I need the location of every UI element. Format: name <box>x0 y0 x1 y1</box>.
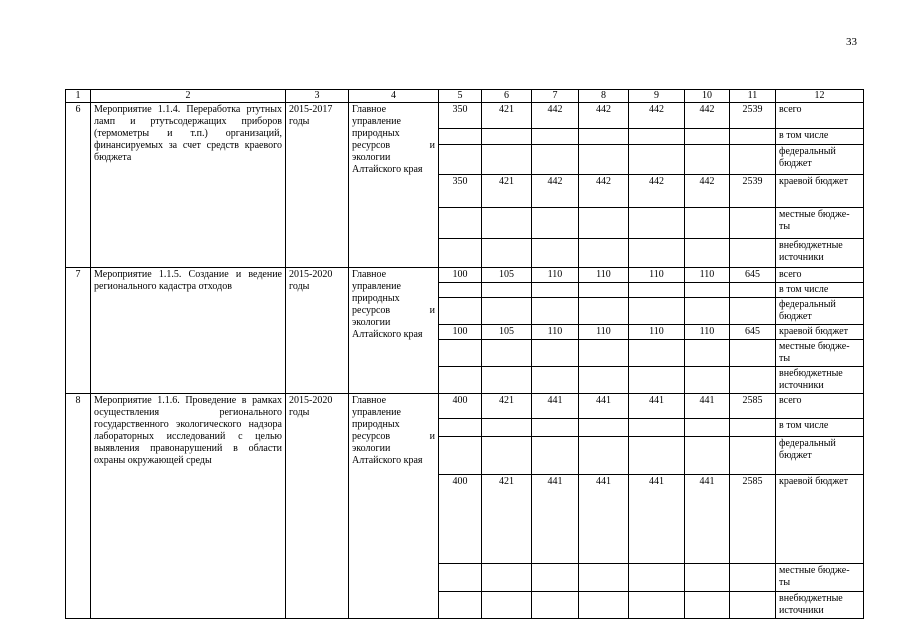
header-cell: 8 <box>579 90 629 103</box>
source-label: федеральный бюджет <box>776 437 864 475</box>
table-row <box>66 103 864 129</box>
source-label: краевой бюджет <box>776 325 864 340</box>
header-cell: 9 <box>629 90 685 103</box>
event-years: 2015-2020 годы <box>286 268 349 394</box>
source-label: внебюджетные источники <box>776 592 864 619</box>
header-cell: 6 <box>482 90 532 103</box>
source-label: в том числе <box>776 129 864 145</box>
value-cell: 645 <box>730 325 776 340</box>
header-cell: 4 <box>349 90 439 103</box>
value-cell: 442 <box>629 175 685 208</box>
value-cell: 2539 <box>730 103 776 129</box>
value-cell: 350 <box>439 103 482 129</box>
value-cell: 441 <box>579 394 629 419</box>
source-label: краевой бюджет <box>776 175 864 208</box>
source-label: всего <box>776 268 864 283</box>
value-cell: 105 <box>482 268 532 283</box>
header-cell: 11 <box>730 90 776 103</box>
value-cell: 110 <box>532 325 579 340</box>
value-cell: 441 <box>629 394 685 419</box>
value-cell: 441 <box>685 475 730 564</box>
value-cell: 441 <box>532 475 579 564</box>
value-cell: 350 <box>439 175 482 208</box>
value-cell: 2585 <box>730 394 776 419</box>
event-executor: Главное управление природных ресурсов и экологии Алтайского края <box>349 103 439 268</box>
value-cell: 110 <box>629 268 685 283</box>
source-label: всего <box>776 103 864 129</box>
value-cell: 105 <box>482 325 532 340</box>
page-number: 33 <box>846 36 857 48</box>
event-name: Мероприятие 1.1.6. Проведение в рамках осуществления регионального государственного экологического надзора лабораторных исследований с целью выявления правонарушений в области охраны окружающей среды <box>91 394 286 619</box>
value-cell: 110 <box>685 268 730 283</box>
value-cell: 400 <box>439 475 482 564</box>
value-cell: 442 <box>579 175 629 208</box>
row-number: 7 <box>66 268 91 394</box>
value-cell: 645 <box>730 268 776 283</box>
header-cell: 12 <box>776 90 864 103</box>
value-cell: 110 <box>629 325 685 340</box>
value-cell: 110 <box>579 268 629 283</box>
value-cell: 2585 <box>730 475 776 564</box>
value-cell: 421 <box>482 103 532 129</box>
value-cell: 2539 <box>730 175 776 208</box>
value-cell: 110 <box>579 325 629 340</box>
source-label: местные бюдже-ты <box>776 208 864 239</box>
value-cell: 442 <box>532 103 579 129</box>
source-label: всего <box>776 394 864 419</box>
value-cell: 100 <box>439 325 482 340</box>
value-cell: 441 <box>685 394 730 419</box>
value-cell: 442 <box>532 175 579 208</box>
value-cell: 421 <box>482 394 532 419</box>
source-label: федеральный бюджет <box>776 298 864 325</box>
source-label: в том числе <box>776 283 864 298</box>
source-label: краевой бюджет <box>776 475 864 564</box>
source-label: местные бюдже-ты <box>776 340 864 367</box>
row-number: 8 <box>66 394 91 619</box>
program-events-table <box>65 89 864 619</box>
source-label: в том числе <box>776 419 864 437</box>
event-executor: Главное управление природных ресурсов и экологии Алтайского края <box>349 394 439 619</box>
value-cell: 442 <box>629 103 685 129</box>
value-cell: 110 <box>685 325 730 340</box>
value-cell: 442 <box>685 175 730 208</box>
event-name: Мероприятие 1.1.5. Создание и ведение регионального кадастра отходов <box>91 268 286 394</box>
header-cell: 3 <box>286 90 349 103</box>
event-years: 2015-2017 годы <box>286 103 349 268</box>
event-executor: Главное управление природных ресурсов и экологии Алтайского края <box>349 268 439 394</box>
value-cell: 100 <box>439 268 482 283</box>
source-label: внебюджетные источники <box>776 367 864 394</box>
source-label: федеральный бюджет <box>776 145 864 175</box>
event-name: Мероприятие 1.1.4. Переработка ртутных ламп и ртутьсодержащих приборов (термометры и т.п.) организаций, финансируемых за счет средств краевого бюджета <box>91 103 286 268</box>
value-cell: 442 <box>579 103 629 129</box>
value-cell: 441 <box>579 475 629 564</box>
row-number: 6 <box>66 103 91 268</box>
header-cell: 10 <box>685 90 730 103</box>
value-cell: 110 <box>532 268 579 283</box>
table-row <box>66 394 864 419</box>
header-cell: 5 <box>439 90 482 103</box>
value-cell: 441 <box>629 475 685 564</box>
source-label: местные бюдже-ты <box>776 564 864 592</box>
value-cell: 441 <box>532 394 579 419</box>
source-label: внебюджетные источники <box>776 239 864 268</box>
value-cell: 421 <box>482 175 532 208</box>
header-row <box>66 90 864 103</box>
value-cell: 421 <box>482 475 532 564</box>
header-cell: 7 <box>532 90 579 103</box>
header-cell: 2 <box>91 90 286 103</box>
event-years: 2015-2020 годы <box>286 394 349 619</box>
header-cell: 1 <box>66 90 91 103</box>
table-row <box>66 268 864 283</box>
value-cell: 442 <box>685 103 730 129</box>
value-cell: 400 <box>439 394 482 419</box>
